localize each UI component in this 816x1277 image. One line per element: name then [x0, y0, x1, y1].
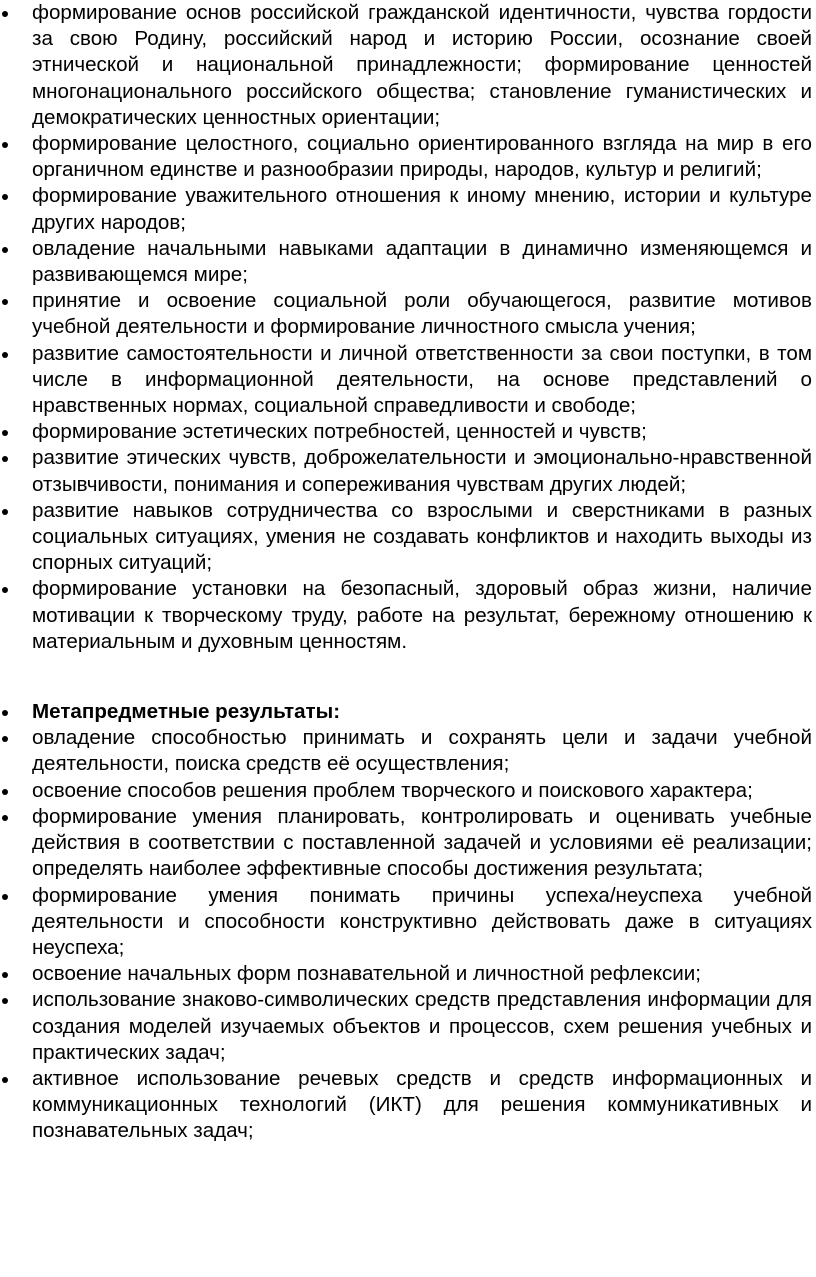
- bullet-icon: [2, 430, 8, 436]
- list-item-text: формирование установки на безопасный, здоровый образ жизни, наличие мотивации к творческому труду, работе на результат, бережному отношению к материальным и духовным ценностям.: [32, 577, 812, 653]
- list-item: [0, 725, 812, 777]
- list-item-text: принятие и освоение социальной роли обучающегося, развитие мотивов учебной деятельности и формирование личностного смысла учения;: [32, 289, 812, 339]
- list-item: [0, 131, 812, 183]
- list-item: [0, 498, 812, 577]
- list-item: [0, 1066, 812, 1145]
- bullet-icon: [2, 247, 8, 253]
- bullet-icon: [2, 11, 8, 17]
- bullet-icon: [2, 736, 8, 742]
- list-item-text: использование знаково-символических средств представления информации для создания моделей изучаемых объектов и процессов, схем решения учебных и практических задач;: [32, 988, 812, 1064]
- list-item-text: освоение способов решения проблем творческого и поискового характера;: [32, 778, 753, 802]
- list-item-text: формирование умения планировать, контролировать и оценивать учебные действия в соответствии с поставленной задачей и условиями её реализации; определять наиболее эффективные способы достижения результата;: [32, 804, 812, 881]
- bullet-icon: [2, 456, 8, 462]
- bullet-icon: [2, 142, 8, 148]
- bullet-icon: [2, 1077, 8, 1083]
- list-item: [0, 961, 812, 987]
- list-item: [0, 419, 812, 445]
- list-item: [0, 778, 812, 804]
- list-item-text: формирование эстетических потребностей, ценностей и чувств;: [32, 420, 647, 444]
- list-item-text: формирование основ российской гражданской идентичности, чувства гордости за свою Родину, российский народ и историю России, осознание своей этнической и национальной принадлежности; формирование ценностей многонационального российского общества; становление гуманистических и демократических ценностных ориентации;: [32, 1, 812, 129]
- bullet-icon: [2, 299, 8, 305]
- list-item-text: освоение начальных форм познавательной и личностной рефлексии;: [32, 962, 701, 986]
- list-item: [0, 576, 812, 655]
- list-item-text: формирование целостного, социально ориентированного взгляда на мир в его органичном единстве и разнообразии природы, народов, культур и религий;: [32, 132, 812, 182]
- list-item-text: формирование уважительного отношения к иному мнению, истории и культуре других народов;: [32, 184, 812, 234]
- list-item-text: развитие навыков сотрудничества со взрослыми и сверстниками в разных социальных ситуациях, умения не создавать конфликтов и находить выходы из спорных ситуаций;: [32, 498, 812, 575]
- section-heading-item: [0, 699, 812, 725]
- bullet-icon: [2, 894, 8, 900]
- list-item: [0, 804, 812, 883]
- bullet-icon: [2, 587, 8, 593]
- list-item-text: формирование умения понимать причины успеха/неуспеха учебной деятельности и способности конструктивно действовать даже в ситуациях неуспеха;: [32, 883, 812, 959]
- bullet-icon: [2, 789, 8, 795]
- section-spacer: [0, 655, 812, 699]
- bullet-icon: [2, 815, 8, 821]
- bullet-icon: [2, 998, 8, 1004]
- bullet-icon: [2, 194, 8, 200]
- list-item: [0, 288, 812, 340]
- bullet-icon: [2, 972, 8, 978]
- list-item: [0, 883, 812, 962]
- bullet-icon: [2, 509, 8, 515]
- section-heading: Метапредметные результаты:: [32, 700, 341, 724]
- list-item: [0, 445, 812, 497]
- bullet-icon: [2, 352, 8, 358]
- list-item-text: овладение способностью принимать и сохранять цели и задачи учебной деятельности, поиска средств её осуществления;: [32, 726, 812, 776]
- list-item: [0, 341, 812, 420]
- bullet-icon: [2, 710, 8, 716]
- list-item: [0, 236, 812, 288]
- list-item-text: овладение начальными навыками адаптации в динамично изменяющемся и развивающемся мире;: [32, 236, 812, 287]
- list-item: [0, 0, 812, 131]
- list-item-text: развитие этических чувств, доброжелательности и эмоционально-нравственной отзывчивости, понимания и сопереживания чувствам других людей;: [32, 446, 812, 496]
- list-item: [0, 987, 812, 1066]
- list-item-text: активное использование речевых средств и средств информационных и коммуникационных технологий (ИКТ) для решения коммуникативных и познавательных задач;: [32, 1066, 812, 1143]
- list-item: [0, 183, 812, 235]
- list-item-text: развитие самостоятельности и личной ответственности за свои поступки, в том числе в информационной деятельности, на основе представлений о нравственных нормах, социальной справедливости и свободе;: [32, 341, 812, 418]
- meta-results-list: [0, 699, 812, 1144]
